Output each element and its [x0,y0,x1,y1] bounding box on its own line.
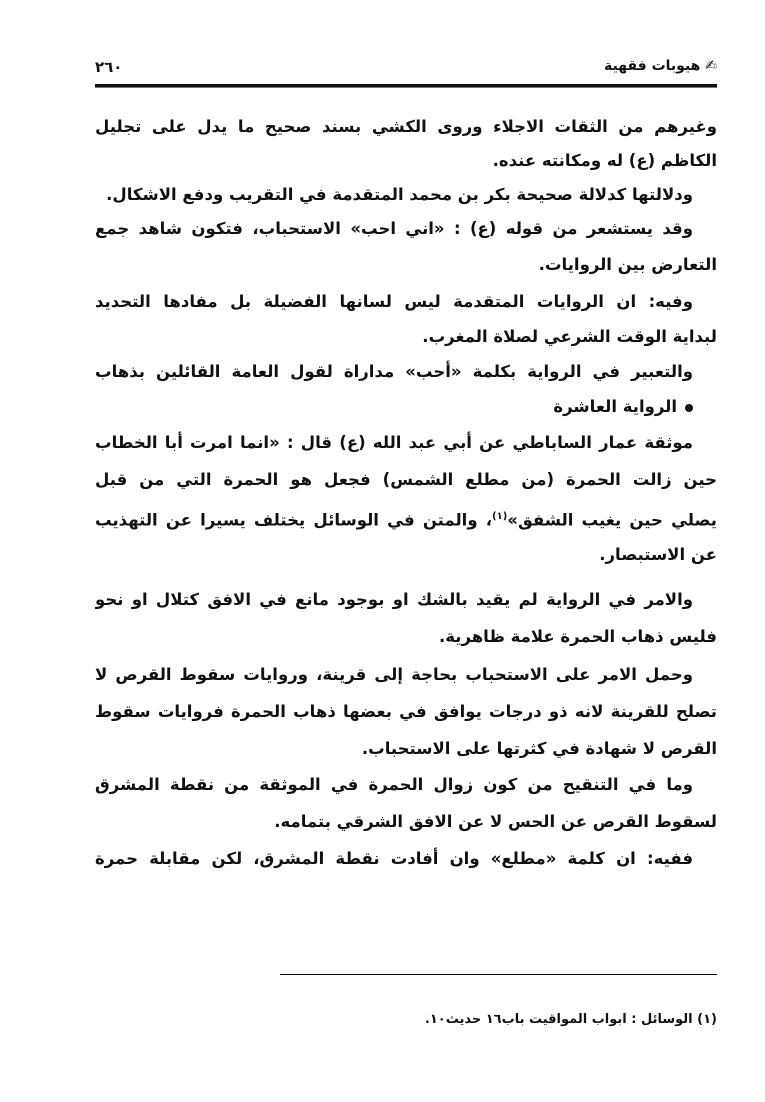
footnote: (١) الوسائل : ابواب المواقيت باب١٦ حديث١٠. [424,1012,717,1027]
header-rule [95,84,717,88]
bullet-icon [685,404,693,412]
text-line: ودلالتها كدلالة صحيحة بكر بن محمد المتقدمة في التقريب ودفع الاشكال. [106,185,693,204]
text-segment: ، والمتن في الوسائل يختلف يسيرا عن التهذيب [95,510,493,530]
text-line: وفيه: ان الروايات المتقدمة ليس لسانها الفضيلة بل مفادها التحديد [95,292,693,311]
text-line: وقد يستشعر من قوله (ع) : «اني احب» الاستحباب، فتكون شاهد جمع [95,219,693,238]
text-line: حين زالت الحمرة (من مطلع الشمس) فجعل هو الحمرة التي من قبل [95,470,717,489]
text-line: لسقوط القرص عن الحس لا عن الافق الشرقي بتمامه. [274,812,717,831]
running-header [95,58,717,82]
book-title-text: هيوبات فقهية [604,58,701,74]
text-line: التعارض بين الروايات. [538,255,717,274]
text-line: وحمل الامر على الاستحباب بحاجة إلى قرينة، وروايات سقوط القرص لا [95,665,693,684]
text-line: وما في التنقيح من كون زوال الحمرة في الموثقة من نقطة المشرق [95,775,693,794]
text-line: القرص لا شهادة في كثرتها على الاستحباب. [361,739,717,758]
section-heading [95,390,693,424]
text-line [95,500,717,534]
text-line: تصلح للقرينة لانه ذو درجات يوافق في بعضها ذهاب الحمرة فروايات سقوط [95,702,717,721]
book-title [604,58,717,74]
text-line: الكاظم (ع) له ومكانته عنده. [492,151,717,170]
page-number: ٢٦٠ [95,58,123,76]
footnote-ref[interactable]: (١) [492,511,508,522]
footnote-rule [280,974,717,975]
text-line: والتعبير في الرواية بكلمة «أحب» مداراة لقول العامة القائلين بذهاب [95,362,693,381]
text-line: لبداية الوقت الشرعي لصلاة المغرب. [422,327,717,346]
text-line: والامر في الرواية لم يقيد بالشك او بوجود مانع في الافق كتلال او نحو [95,590,693,609]
text-line: فليس ذهاب الحمرة علامة ظاهرية. [438,627,717,646]
text-line: ففيه: ان كلمة «مطلع» وان أفادت نقطة المشرق، لكن مقابلة حمرة [95,849,693,868]
section-heading-text: الرواية العاشرة [553,397,677,416]
text-segment: يصلي حين يغيب الشفق» [507,510,717,530]
text-line: وغيرهم من الثقات الاجلاء وروى الكشي بسند صحيح ما يدل على تجليل [95,117,717,136]
text-line: عن الاستبصار. [599,545,717,564]
text-line: موثقة عمار الساباطي عن أبي عبد الله (ع) قال : «انما امرت أبا الخطاب [95,433,693,452]
pen-icon: ✍ [700,58,717,74]
